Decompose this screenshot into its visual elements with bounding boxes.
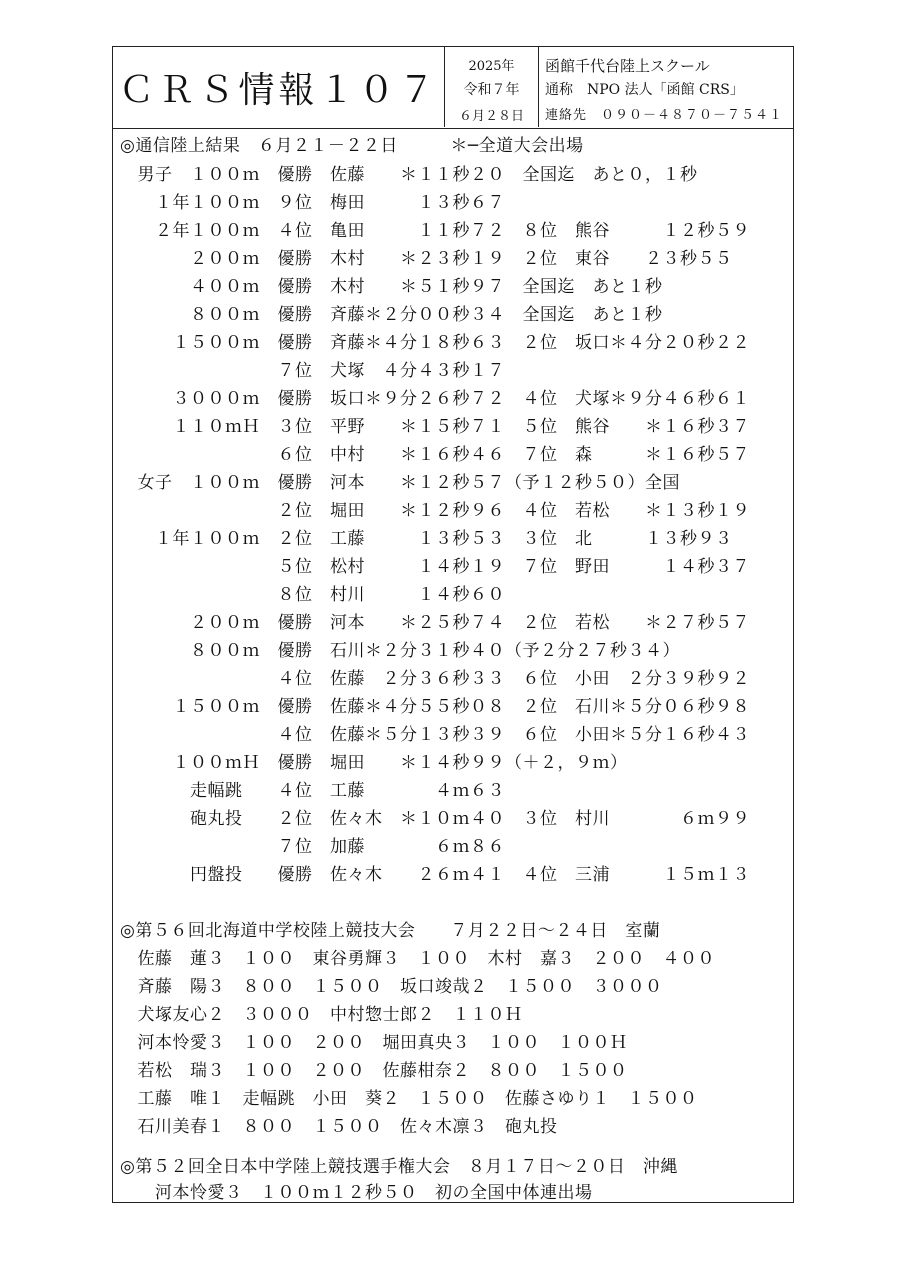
entry-line: 若松 瑞３ １００ ２００ 佐藤柑奈２ ８００ １５００: [120, 1061, 628, 1081]
result-line: ８００ｍ 優勝 石川＊２分３１秒４０（予２分２７秒３４）: [120, 641, 680, 661]
entry-line: 佐藤 蓮３ １００ 東谷勇輝３ １００ 木村 嘉３ ２００ ４００: [120, 949, 715, 969]
result-line: ２年１００ｍ ４位 亀田 １１秒７２ ８位 熊谷 １２秒５９: [120, 221, 750, 241]
result-line: ３０００ｍ 優勝 坂口＊９分２６秒７２ ４位 犬塚＊９分４６秒６１: [120, 389, 750, 409]
result-line: 砲丸投 ２位 佐々木 ＊１０ｍ４０ ３位 村川 ６ｍ９９: [120, 809, 750, 829]
result-line: １１０ｍＨ ３位 平野 ＊１５秒７１ ５位 熊谷 ＊１６秒３７: [120, 417, 750, 437]
result-line: ４位 佐藤 ２分３６秒３３ ６位 小田 ２分３９秒９２: [120, 669, 750, 689]
result-line: ◎通信陸上結果 ６月２１－２２日 ＊─全道大会出場: [120, 136, 584, 156]
newsletter-title: ＣＲＳ情報１０７: [113, 47, 445, 127]
issue-era: 令和７年: [463, 82, 520, 98]
result-line: ８００ｍ 優勝 斉藤＊２分００秒３４ 全国迄 あと１秒: [120, 305, 663, 325]
organization-alias: 通称 NPO 法人「函館 CRS」: [545, 82, 744, 98]
section-heading: ◎第５６回北海道中学校陸上競技大会 ７月２２日～２４日 室蘭: [120, 921, 661, 941]
issue-day: ６月２８日: [458, 109, 524, 124]
entry-line: 斉藤 陽３ ８００ １５００ 坂口竣哉２ １５００ ３０００: [120, 977, 663, 997]
result-line: ８位 村川 １４秒６０: [120, 585, 505, 605]
header: [113, 47, 793, 129]
issue-year: 2025年: [468, 59, 515, 74]
result-line: ２位 堀田 ＊１２秒９６ ４位 若松 ＊１３秒１９: [120, 501, 750, 521]
section-heading: ◎第５２回全日本中学陸上競技選手権大会 ８月１７日～２０日 沖縄: [120, 1157, 678, 1177]
result-line: １５００ｍ 優勝 斉藤＊４分１８秒６３ ２位 坂口＊４分２０秒２２: [120, 333, 750, 353]
contact-phone: 連絡先 ０９０－４８７０－７５４１: [545, 108, 784, 123]
issue-date: [445, 47, 539, 127]
entry-line: 犬塚友心２ ３０００ 中村惣士郎２ １１０Ｈ: [120, 1005, 523, 1025]
result-line: ２００ｍ 優勝 河本 ＊２５秒７４ ２位 若松 ＊２７秒５７: [120, 613, 750, 633]
result-line: １５００ｍ 優勝 佐藤＊４分５５秒０８ ２位 石川＊５分０６秒９８: [120, 697, 750, 717]
result-line: 女子 １００ｍ 優勝 河本 ＊１２秒５７（予１２秒５０）全国: [120, 473, 680, 493]
result-line: ２００ｍ 優勝 木村 ＊２３秒１９ ２位 東谷 ２３秒５５: [120, 249, 733, 269]
organization-info: [545, 47, 793, 127]
result-line: ６位 中村 ＊１６秒４６ ７位 森 ＊１６秒５７: [120, 445, 750, 465]
result-line: 走幅跳 ４位 工藤 ４ｍ６３: [120, 781, 505, 801]
result-line: １００ｍＨ 優勝 堀田 ＊１４秒９９（＋２，９ｍ）: [120, 753, 628, 773]
result-line: １年１００ｍ ２位 工藤 １３秒５３ ３位 北 １３秒９３: [120, 529, 733, 549]
result-line: ４位 佐藤＊５分１３秒３９ ６位 小田＊５分１６秒４３: [120, 725, 750, 745]
entry-line: 河本怜愛３ １００ ２００ 堀田真央３ １００ １００Ｈ: [120, 1033, 628, 1053]
entry-line: 河本怜愛３ １００ｍ１２秒５０ 初の全国中体連出場: [120, 1183, 593, 1203]
entry-line: 石川美春１ ８００ １５００ 佐々木凛３ 砲丸投: [120, 1117, 558, 1137]
result-line: ７位 加藤 ６ｍ８６: [120, 837, 505, 857]
result-line: １年１００ｍ ９位 梅田 １３秒６７: [120, 193, 505, 213]
result-line: ５位 松村 １４秒１９ ７位 野田 １４秒３７: [120, 557, 750, 577]
school-name: 函館千代台陸上スクール: [545, 57, 710, 75]
result-line: 円盤投 優勝 佐々木 ２６ｍ４１ ４位 三浦 １５ｍ１３: [120, 865, 750, 885]
result-line: 男子 １００ｍ 優勝 佐藤 ＊１１秒２０ 全国迄 あと０，１秒: [120, 165, 698, 185]
result-line: ７位 犬塚 ４分４３秒１７: [120, 361, 505, 381]
entry-line: 工藤 唯１ 走幅跳 小田 葵２ １５００ 佐藤さゆり１ １５００: [120, 1089, 698, 1109]
result-line: ４００ｍ 優勝 木村 ＊５１秒９７ 全国迄 あと１秒: [120, 277, 663, 297]
